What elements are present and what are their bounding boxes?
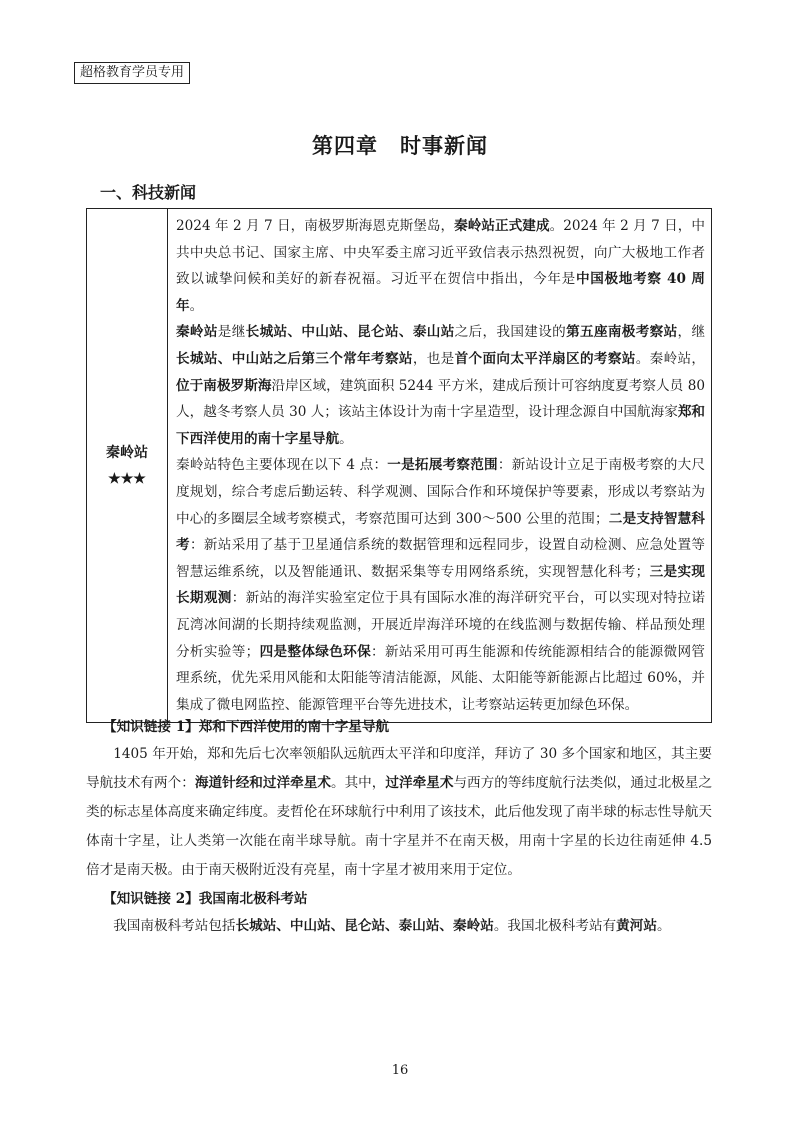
text-run: 2024 年 2 月 7 日，南极罗斯海恩克斯堡岛，: [176, 218, 455, 234]
text-run-bold: 过洋牵星术: [385, 775, 454, 791]
text-run-bold: 海道针经和过洋牵星术: [194, 775, 331, 791]
knowledge-link-1-title: 【知识链接 1】郑和下西洋使用的南十字星导航: [103, 719, 390, 735]
text-run-bold: 一是拓展考察范围: [387, 457, 498, 474]
text-run: ：新站的海洋实验室定位于具有国际水准的海洋研究平台，可以实现对特拉诺瓦湾冰间湖的长期持续观监测，开展近岸海洋环境的在线监测与数据传输、样品预处理分析实验等；: [176, 590, 706, 660]
text-run-bold: 秦岭站: [176, 324, 218, 341]
text-run-bold: 长城站、中山站之后第三个常年考察站: [176, 350, 413, 367]
text-run-bold: 郑和下西洋使用的南十字星导航: [176, 404, 706, 447]
page-number: 16: [391, 1063, 409, 1078]
knowledge-link-2-text: [86, 912, 712, 941]
text-run-bold: 四是整体绿色环保: [259, 643, 372, 660]
text-run-bold: 第五座南极考察站: [566, 324, 678, 341]
text-run: 。: [189, 297, 204, 314]
text-run: ：新站采用了基于卫星通信系统的数据管理和远程同步，设置自动检测、应急处置等智慧运维系统，以及智能通讯、数据采集等专用网络系统，实现智慧化科考；: [176, 537, 706, 580]
header-stamp: 超格教育学员专用: [74, 62, 190, 84]
news-name: 秦岭站: [106, 444, 148, 461]
text-run: 是继: [217, 324, 246, 341]
text-run: 之后，我国建设的: [454, 324, 567, 341]
news-table: [86, 208, 712, 723]
news-row: [87, 209, 712, 723]
text-run-bold: 黄河站: [616, 918, 657, 934]
text-run-bold: 长城站、中山站、昆仑站、泰山站、秦岭站: [235, 918, 494, 934]
news-label-cell: [87, 209, 168, 723]
text-run-bold: 二是支持智慧科考: [176, 510, 705, 554]
text-run: 秦岭站特色主要体现在以下 4 点：: [176, 457, 388, 474]
text-run-bold: 长城站、中山站、昆仑站、泰山站: [245, 324, 455, 341]
text-run-bold: 三是实现长期观测: [176, 563, 706, 607]
text-run: 。其中，: [330, 775, 386, 791]
text-run: ：新站设计立足于南极考察的大尺度规划，综合考虑后勤运转、科学观测、国际合作和环境保护等要素，形成以考察站为中心的多圈层全域考察模式，考察范围可达到 300～500 公里的范围；: [176, 457, 705, 527]
news-paragraph-3: [176, 452, 705, 718]
star-rating: ★★★: [108, 470, 146, 487]
news-body-cell: [168, 209, 712, 723]
text-run-bold: 位于南极罗斯海: [176, 377, 272, 394]
text-run: 。秦岭站，: [635, 350, 706, 367]
text-run-bold: 首个面向太平洋扇区的考察站: [454, 350, 636, 367]
text-run: 与西方的等纬度航行法类似，通过北极星之类的标志星体高度来确定纬度。麦哲伦在环球航行中利用了该技术，此后他发现了南半球的标志性导航天体南十字星，让人类第一次能在南半球导航。南十字星并不在南天极，用南十字星的长边往南延伸 4.5 倍才是南天极。由于南天极附近没有亮星，南十字星才被用来用于定位。: [86, 775, 713, 878]
text-run: ，继: [677, 324, 706, 341]
text-run-bold: 秦岭站正式建成: [454, 218, 550, 234]
text-run: 1405 年开始，郑和先后七次率领船队远航西太平洋和印度洋，拜访了 30 多个国家和地区，其主要导航技术有两个：: [86, 746, 712, 791]
text-run: 沿岸区域，建筑面积 5244 平方米，建成后预计可容纳度夏考察人员 80 人，越冬考察人员 30 人；该站主体设计为南十字星造型，设计理念源自中国航海家: [176, 377, 705, 421]
news-paragraph-1: [176, 213, 705, 319]
knowledge-link-1-text: [86, 740, 712, 885]
text-run: 。2024 年 2 月 7 日，中共中央总书记、国家主席、中央军委主席习近平致信表示热烈祝贺，向广大极地工作者致以诚挚问候和美好的新春祝福。习近平在贺信中指出，今年是: [176, 218, 706, 288]
knowledge-link-2-title: 【知识链接 2】我国南北极科考站: [103, 891, 308, 907]
text-run: 。: [656, 918, 671, 934]
news-paragraph-2: [176, 319, 705, 452]
text-run: 我国南极科考站包括: [113, 918, 236, 934]
text-run: 。: [339, 430, 353, 447]
text-run: ：新站采用可再生能源和传统能源相结合的能源微网管理系统，优先采用风能和太阳能等清洁能源，风能、太阳能等新能源占比超过 60%，并集成了微电网监控、能源管理平台等先进技术，让考察站运转更加绿色环保。: [176, 643, 706, 713]
text-run: ，也是: [412, 350, 455, 367]
text-run-bold: 中国极地考察 40 周年: [176, 271, 705, 314]
section-title: 一、科技新闻: [100, 183, 197, 202]
chapter-title: 第四章 时事新闻: [312, 133, 488, 158]
text-run: 。我国北极科考站有: [493, 918, 617, 934]
